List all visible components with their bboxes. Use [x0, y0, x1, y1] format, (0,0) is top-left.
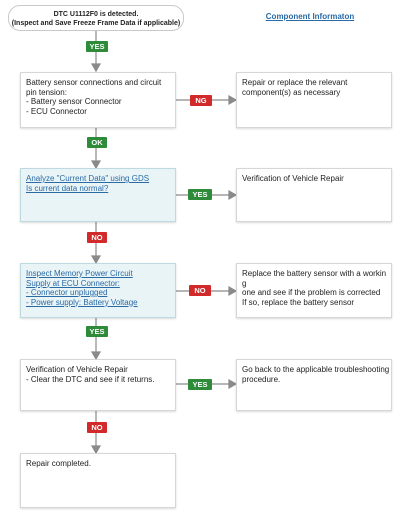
- outcome-line: Verification of Vehicle Repair: [242, 174, 344, 183]
- yes-badge: YES: [86, 326, 108, 337]
- outcome-line: Go back to the applicable troubleshooting: [242, 365, 390, 374]
- no-badge: NO: [87, 232, 107, 243]
- connector-unplugged-link[interactable]: - Connector unplugged: [26, 288, 108, 297]
- outcome-replace-battery-sensor: [236, 263, 392, 318]
- step-inspect-memory-power: [20, 263, 176, 318]
- outcome-verification: [236, 168, 392, 222]
- outcome-line: Repair or replace the relevant: [242, 78, 348, 87]
- no-badge: NO: [87, 422, 107, 433]
- step-analyze-current-data: [20, 168, 176, 222]
- step-verification-clear-dtc: [20, 359, 176, 411]
- ok-badge: OK: [87, 137, 107, 148]
- outcome-line: If so, replace the battery sensor: [242, 297, 355, 307]
- step-battery-sensor-connections: [20, 72, 176, 128]
- component-information-link[interactable]: Component Informaton: [265, 12, 355, 21]
- start-title: DTC U1112F0 is detected.: [53, 11, 139, 18]
- end-text: Repair completed.: [26, 459, 91, 468]
- step-line: pin tension:: [26, 87, 67, 97]
- yes-badge: YES: [86, 41, 108, 52]
- no-badge: NO: [189, 285, 211, 296]
- step-line: Verification of Vehicle Repair: [26, 365, 128, 374]
- inspect-memory-power-link[interactable]: Inspect Memory Power Circuit: [26, 269, 133, 278]
- start-subtitle: (Inspect and Save Freeze Frame Data if applicable): [11, 20, 181, 27]
- outcome-line: procedure.: [242, 374, 281, 384]
- outcome-repair-replace: [236, 72, 392, 128]
- outcome-line: one and see if the problem is corrected: [242, 288, 381, 297]
- outcome-line: Replace the battery sensor with a workin: [242, 269, 387, 278]
- step-line: - Clear the DTC and see if it returns.: [26, 374, 155, 384]
- current-data-question-link[interactable]: Is current data normal?: [26, 183, 109, 193]
- ng-badge: NG: [190, 95, 212, 106]
- start-node: [8, 5, 184, 31]
- end-repair-completed: [20, 453, 176, 508]
- power-supply-link[interactable]: - Power supply: Battery Voltage: [26, 297, 138, 307]
- analyze-current-data-link[interactable]: Analyze "Current Data" using GDS: [26, 174, 150, 183]
- step-line: Battery sensor connections and circuit: [26, 78, 162, 87]
- step-line: - Battery sensor Connector: [26, 97, 122, 106]
- outcome-line: component(s) as necessary: [242, 87, 341, 97]
- yes-badge: YES: [188, 379, 212, 390]
- outcome-go-back: [236, 359, 392, 411]
- outcome-line: g: [242, 278, 247, 288]
- step-line: - ECU Connector: [26, 106, 87, 116]
- yes-badge: YES: [188, 189, 212, 200]
- supply-ecu-connector-link[interactable]: Supply at ECU Connector:: [26, 278, 120, 288]
